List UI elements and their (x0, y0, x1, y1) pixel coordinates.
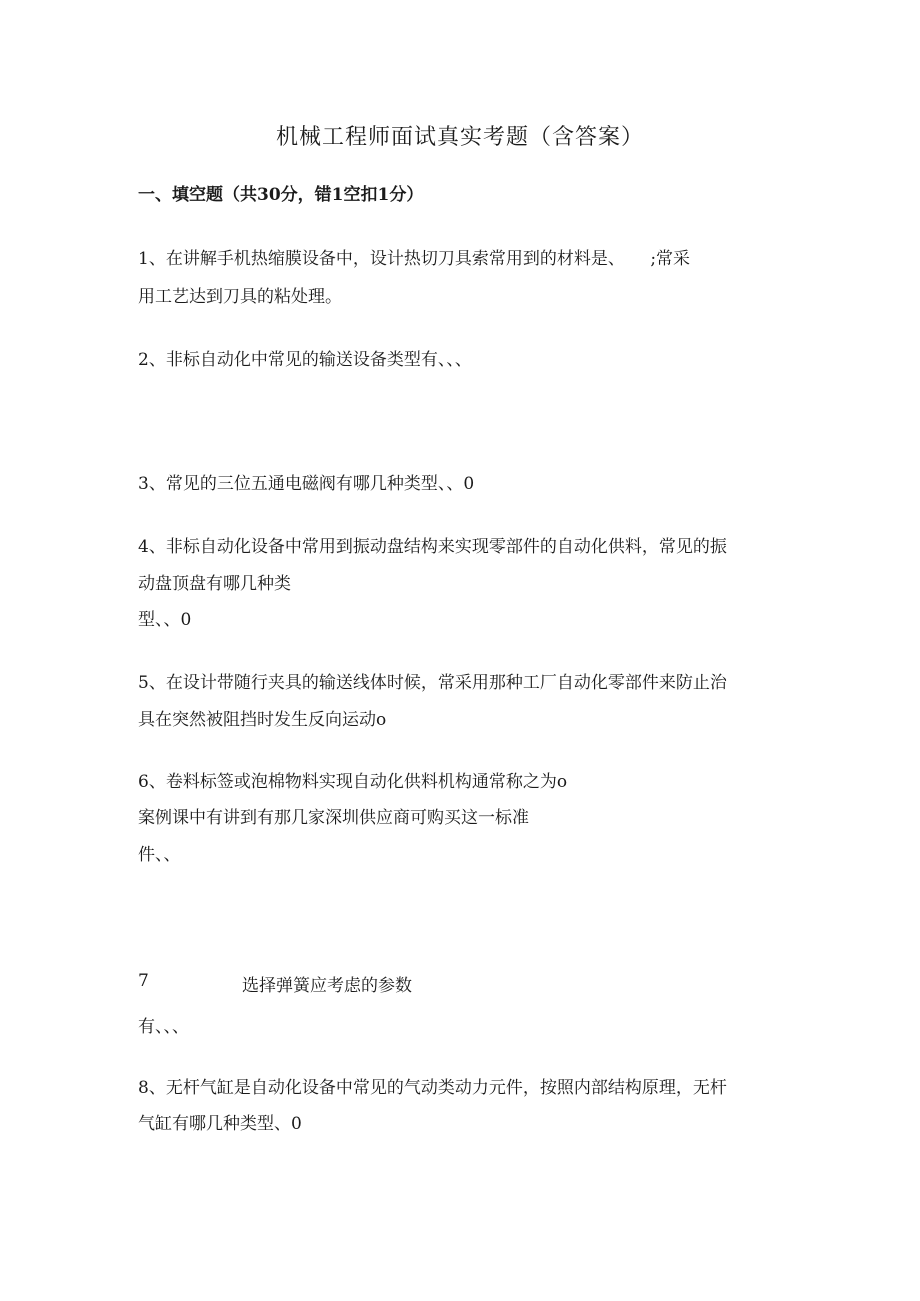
question-8-line-1: 8、无杆气缸是自动化设备中常见的气动类动力元件，按照内部结构原理，无杆 (138, 1078, 727, 1098)
question-6-line-2: 案例课中有讲到有那几家深圳供应商可购买这一标准 (138, 808, 529, 828)
question-3-line-1: 3、常见的三位五通电磁阀有哪几种类型、、0 (138, 474, 475, 494)
page-title: 机械工程师面试真实考题（含答案） (275, 125, 644, 150)
question-7-line-1: 选择弹簧应考虑的参数 (242, 976, 412, 996)
question-4-line-2: 动盘顶盘有哪几种类 (138, 574, 291, 594)
question-6-line-3: 件、、 (138, 845, 181, 865)
question-8-line-2: 气缸有哪几种类型、0 (138, 1114, 302, 1134)
question-1-line-1: 1、在讲解手机热缩膜设备中，设计热切刀具索常用到的材料是、 ;常采 (138, 249, 691, 269)
question-1-line-2: 用工艺达到刀具的粘处理。 (138, 287, 342, 307)
question-5-line-1: 5、在设计带随行夹具的输送线体时候，常采用那种工厂自动化零部件来防止治 (138, 673, 727, 693)
question-7-number: 7 (138, 971, 149, 991)
question-2-line-1: 2、非标自动化中常见的输送设备类型有、、、 (138, 350, 472, 370)
question-7-line-2: 有、、、 (138, 1017, 189, 1037)
question-6-line-1: 6、卷料标签或泡棉物料实现自动化供料机构通常称之为o (138, 772, 568, 792)
question-4-line-3: 型、、0 (138, 610, 192, 630)
section-heading: 一、填空题（共30分，错1空扣1分） (138, 185, 424, 205)
question-4-line-1: 4、非标自动化设备中常用到振动盘结构来实现零部件的自动化供料，常见的振 (138, 537, 727, 557)
question-5-line-2: 具在突然被阻挡时发生反向运动o (138, 710, 387, 730)
